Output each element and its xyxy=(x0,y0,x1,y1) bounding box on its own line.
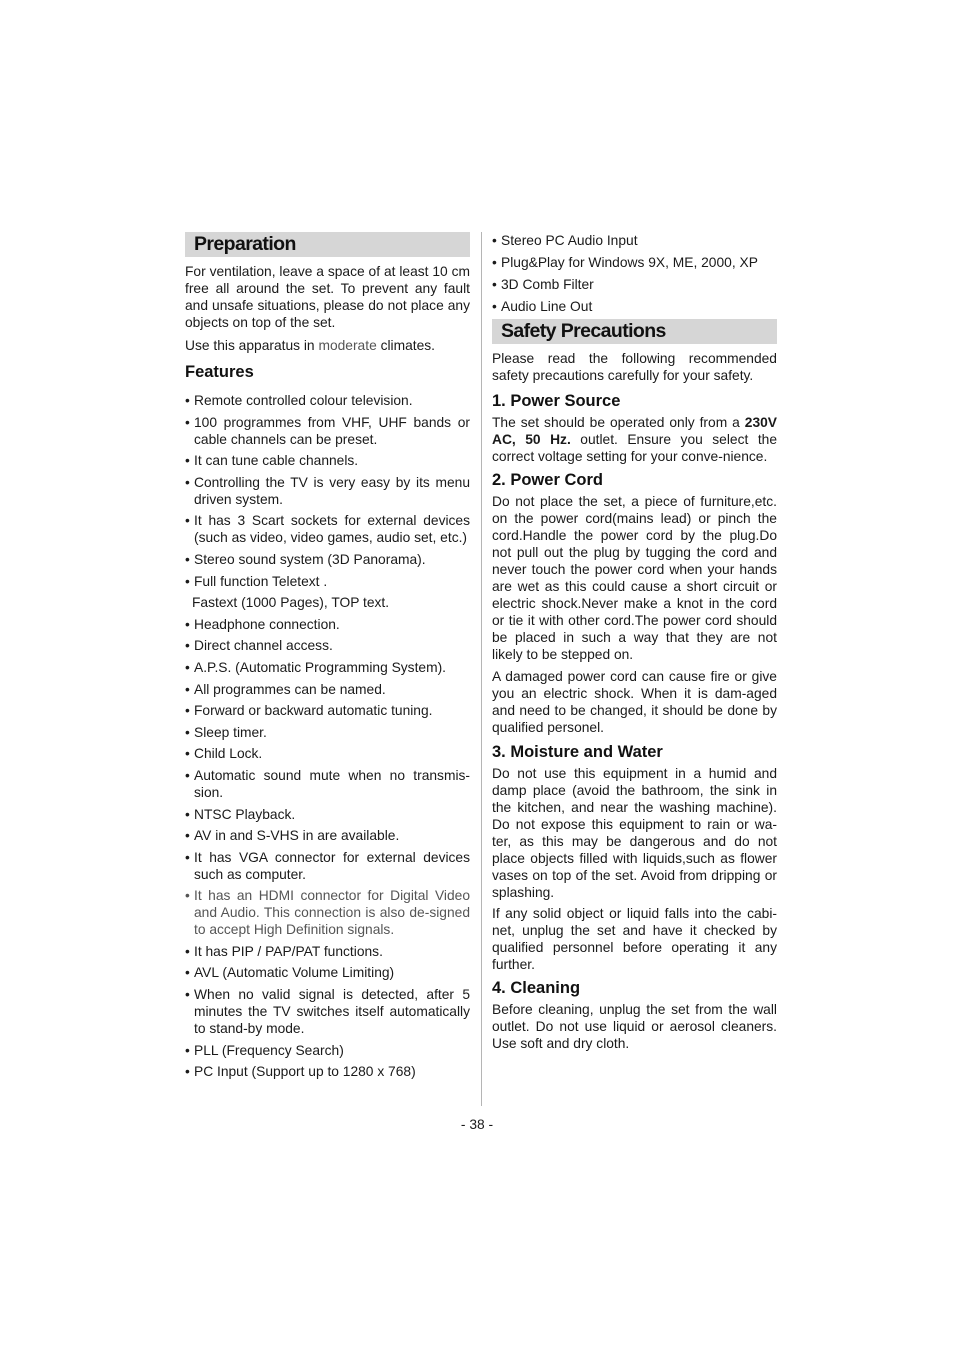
power-cord-paragraph-1: Do not place the set, a piece of furniture,etc. on the power cord(mains lead) or pinch the cord.Handle the power cord by the plug.Do not pull out the plug by tugging the cord and never touch the power cord when your hands are wet as this could cause a short circuit or electric shock.Never make a knot in the cord or tie it with other cord.The power cord should be placed in such a way that they are not likely to be stepped on. xyxy=(492,494,777,662)
list-item: • It has an HDMI connector for Digital Video and Audio. This connection is also de-signed to accept High Definition signals. xyxy=(185,887,470,938)
voltage-spec: 230V AC, 50 Hz. xyxy=(492,415,777,447)
column-divider xyxy=(481,232,482,1106)
list-item: • It has 3 Scart sockets for external devices (such as video, video games, audio set, etc.) xyxy=(185,512,470,546)
list-item: • All programmes can be named. xyxy=(185,681,470,698)
cleaning-heading: 4. Cleaning xyxy=(492,979,581,997)
list-item: • 3D Comb Filter xyxy=(492,276,777,293)
list-item: • Automatic sound mute when no transmis-sion. xyxy=(185,767,470,801)
list-item: • PC Input (Support up to 1280 x 768) xyxy=(185,1063,470,1080)
list-item: • NTSC Playback. xyxy=(185,806,470,823)
power-source-paragraph: The set should be operated only from a 230V AC, 50 Hz. outlet. Ensure you select the correct voltage setting for your conve-nience. xyxy=(492,415,777,464)
list-item: • It has PIP / PAP/PAT functions. xyxy=(185,943,470,960)
list-item: • Stereo PC Audio Input xyxy=(492,232,777,249)
list-item: • Remote controlled colour television. xyxy=(185,392,470,409)
moisture-paragraph-1: Do not use this equipment in a humid and damp place (avoid the bathroom, the sink in the kitchen, and near the washing machine). Do not expose this equipment to rain or wa-ter, as this may be dangerous and do not place objects filled with liquids,such as flower vases on top of the set. Avoid from dripping or splashing. xyxy=(492,766,777,900)
list-item: • Audio Line Out xyxy=(492,298,777,315)
list-item: • Plug&Play for Windows 9X, ME, 2000, XP xyxy=(492,254,777,271)
moisture-heading: 3. Moisture and Water xyxy=(492,743,663,761)
list-item: • A.P.S. (Automatic Programming System). xyxy=(185,659,470,676)
right-column xyxy=(492,232,777,1052)
left-column xyxy=(185,232,470,1085)
list-item: • It has VGA connector for external devices such as computer. xyxy=(185,849,470,883)
list-item: • Controlling the TV is very easy by its menu driven system. xyxy=(185,474,470,508)
features-heading: Features xyxy=(185,363,254,381)
preparation-paragraph: For ventilation, leave a space of at least 10 cm free all around the set. To prevent any fault and unsafe situations, please do not place any objects on top of the set. xyxy=(185,264,470,330)
list-item: • Full function Teletext . xyxy=(185,573,470,590)
safety-heading: Safety Precautions xyxy=(492,319,777,344)
power-cord-paragraph-2: A damaged power cord can cause fire or give you an electric shock. When it is dam-aged and need to be changed, it should be done by qualified personel. xyxy=(492,669,777,735)
list-item: • Stereo sound system (3D Panorama). xyxy=(185,551,470,568)
list-item: • It can tune cable channels. xyxy=(185,452,470,469)
cleaning-paragraph: Before cleaning, unplug the set from the wall outlet. Do not use liquid or aerosol cleaners. Use soft and dry cloth. xyxy=(492,1002,777,1051)
list-item: • AVL (Automatic Volume Limiting) xyxy=(185,964,470,981)
list-item: Fastext (1000 Pages), TOP text. xyxy=(192,595,390,611)
list-item: • Direct channel access. xyxy=(185,637,470,654)
preparation-heading: Preparation xyxy=(185,232,470,257)
power-cord-heading: 2. Power Cord xyxy=(492,471,603,489)
list-item: • Sleep timer. xyxy=(185,724,470,741)
list-item: • AV in and S-VHS in are available. xyxy=(185,827,470,844)
list-item: • 100 programmes from VHF, UHF bands or cable channels can be preset. xyxy=(185,414,470,448)
features-list xyxy=(185,392,470,1080)
page-number: - 38 - xyxy=(460,1117,494,1132)
climate-paragraph: Use this apparatus in moderate climates. xyxy=(185,338,436,353)
list-item: • PLL (Frequency Search) xyxy=(185,1042,470,1059)
list-item: • Headphone connection. xyxy=(185,616,470,633)
list-item: • When no valid signal is detected, after 5 minutes the TV switches itself automatically to stand-by mode. xyxy=(185,986,470,1037)
features-list-continued xyxy=(492,232,777,315)
safety-intro: Please read the following recommended safety precautions carefully for your safety. xyxy=(492,351,777,383)
power-source-heading: 1. Power Source xyxy=(492,392,621,410)
list-item: • Child Lock. xyxy=(185,745,470,762)
climate-highlight: moderate xyxy=(318,338,377,353)
list-item: • Forward or backward automatic tuning. xyxy=(185,702,470,719)
moisture-paragraph-2: If any solid object or liquid falls into the cabi-net, unplug the set and have it checked by qualified personnel before operating it any further. xyxy=(492,906,777,972)
